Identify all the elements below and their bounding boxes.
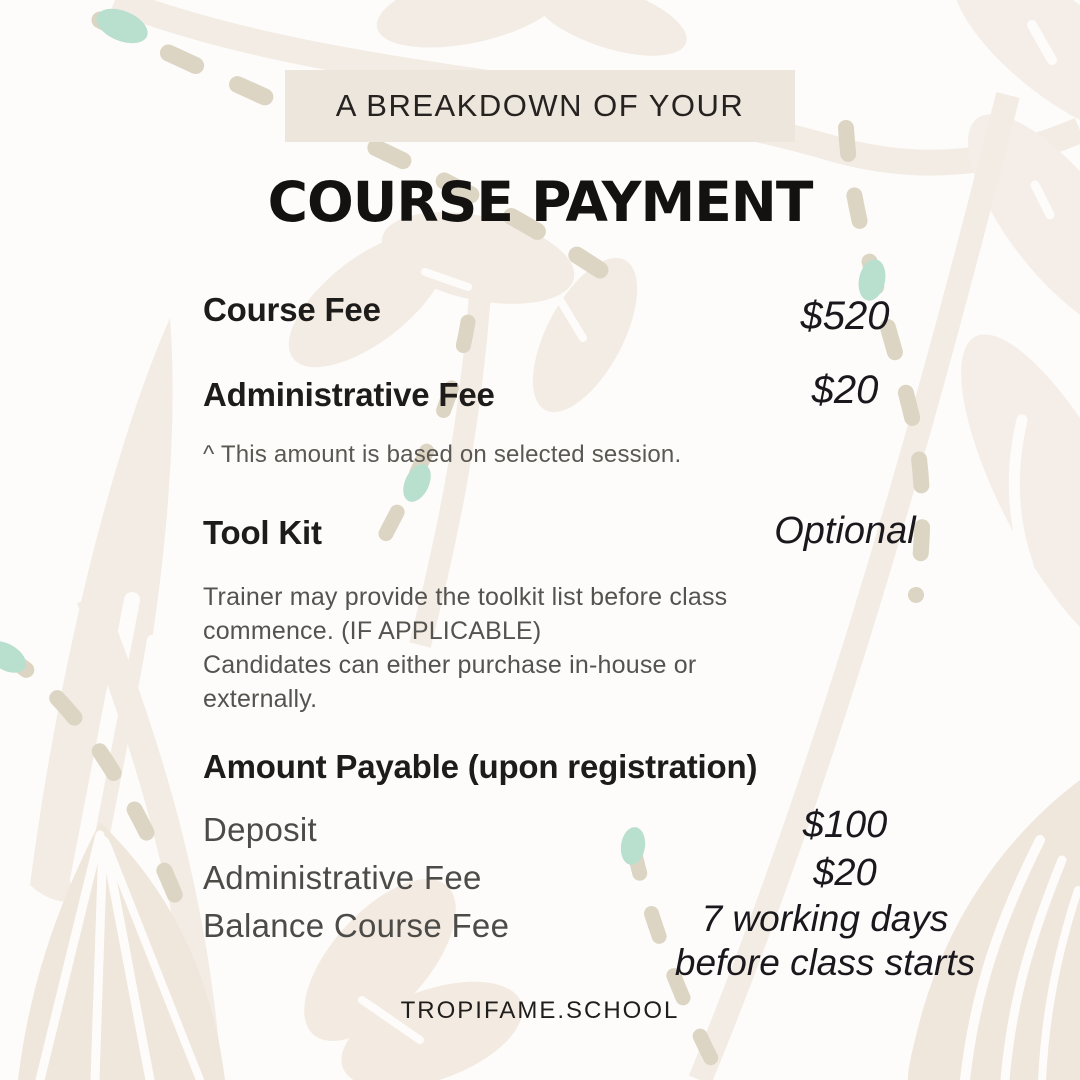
deposit-value: $100 (802, 804, 888, 846)
amount-payable-heading: Amount Payable (upon registration) (203, 748, 758, 785)
administrative-fee-value: $20 (811, 368, 879, 412)
tool-kit-value: Optional (774, 510, 916, 552)
tool-kit-note-line: Candidates can either purchase in-house or (203, 651, 697, 679)
course-fee-label: Course Fee (203, 291, 381, 328)
course-fee-value: $520 (800, 294, 890, 338)
eyebrow-banner (285, 70, 795, 142)
administrative-fee-2-label: Administrative Fee (203, 859, 482, 896)
tool-kit-note-line: Trainer may provide the toolkit list before class (203, 583, 728, 611)
deposit-label: Deposit (203, 811, 317, 848)
balance-course-fee-label: Balance Course Fee (203, 907, 510, 944)
eyebrow-text: A BREAKDOWN OF YOUR (335, 88, 745, 123)
page-title: COURSE PAYMENT (267, 170, 813, 234)
balance-course-fee-value-line: before class starts (674, 942, 976, 983)
balance-course-fee-value (640, 897, 1010, 985)
brand-footer: TROPIFAME.SCHOOL (400, 997, 680, 1024)
tool-kit-note-line: externally. (203, 685, 318, 713)
administrative-fee-note: ^ This amount is based on selected session. (203, 441, 682, 468)
administrative-fee-2-value: $20 (813, 852, 877, 894)
administrative-fee-label: Administrative Fee (203, 376, 495, 413)
tool-kit-note (203, 580, 727, 716)
tool-kit-note-line: commence. (IF APPLICABLE) (203, 617, 542, 645)
balance-course-fee-value-line: 7 working days (701, 898, 949, 939)
tool-kit-label: Tool Kit (203, 514, 322, 551)
